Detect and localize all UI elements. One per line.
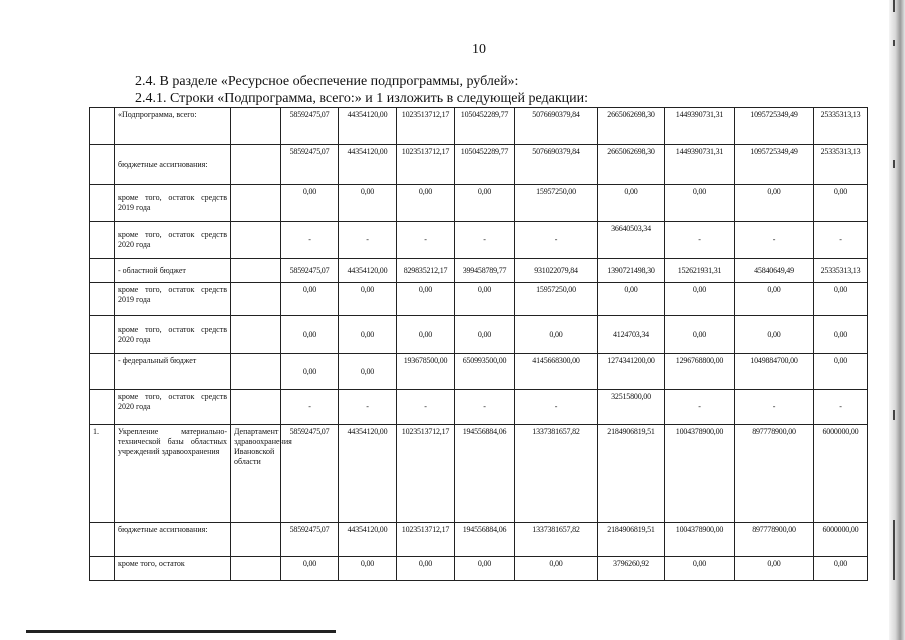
value-cell: 6000000,00	[814, 523, 868, 557]
value-cell: 0,00	[339, 354, 397, 390]
value-cell: 0,00	[281, 283, 339, 316]
table-row	[90, 108, 868, 145]
row-number-cell	[90, 185, 115, 222]
row-label: кроме того, остаток средств 2019 года	[115, 185, 231, 222]
row-number-cell	[90, 557, 115, 581]
value-cell: 0,00	[814, 354, 868, 390]
subsection-heading: 2.4.1. Строки «Подпрограмма, всего:» и 1 изложить в следующей редакции:	[135, 91, 589, 106]
value-cell: 0,00	[397, 283, 455, 316]
value-cell: 1050452289,77	[455, 108, 515, 145]
value-cell: 399458789,77	[455, 259, 515, 283]
value-cell: 36640503,34	[598, 222, 665, 259]
value-cell: 1337381657,82	[515, 425, 598, 523]
table-row	[90, 354, 868, 390]
executor-cell	[231, 108, 281, 145]
value-cell: 0,00	[339, 557, 397, 581]
table-row	[90, 145, 868, 185]
executor-cell: Департамент здравоохранения Ивановской области	[231, 425, 281, 523]
value-cell: -	[455, 390, 515, 425]
resource-table	[89, 107, 868, 581]
value-cell: -	[515, 222, 598, 259]
value-cell: 0,00	[397, 185, 455, 222]
value-cell: 58592475,07	[281, 145, 339, 185]
row-number-cell	[90, 390, 115, 425]
row-number-cell	[90, 145, 115, 185]
value-cell: -	[281, 222, 339, 259]
value-cell: 0,00	[455, 316, 515, 354]
value-cell: 58592475,07	[281, 523, 339, 557]
value-cell: 4145668300,00	[515, 354, 598, 390]
value-cell: 1023513712,17	[397, 425, 455, 523]
executor-cell	[231, 354, 281, 390]
value-cell: -	[735, 390, 814, 425]
value-cell: 0,00	[735, 316, 814, 354]
value-cell: 0,00	[665, 185, 735, 222]
value-cell: 58592475,07	[281, 259, 339, 283]
row-label: «Подпрограмма, всего:	[115, 108, 231, 145]
scan-edge-mark	[893, 40, 895, 46]
value-cell: 2665062698,30	[598, 145, 665, 185]
value-cell: 1390721498,30	[598, 259, 665, 283]
executor-cell	[231, 523, 281, 557]
value-cell: 0,00	[455, 185, 515, 222]
value-cell: 0,00	[397, 557, 455, 581]
value-cell: -	[339, 390, 397, 425]
value-cell: 194556884,06	[455, 523, 515, 557]
value-cell: 931022079,84	[515, 259, 598, 283]
value-cell: 650993500,00	[455, 354, 515, 390]
value-cell: 4124703,34	[598, 316, 665, 354]
value-cell: 32515800,00	[598, 390, 665, 425]
value-cell: 1095725349,49	[735, 145, 814, 185]
value-cell: -	[281, 390, 339, 425]
table-row	[90, 390, 868, 425]
table-row	[90, 316, 868, 354]
page-number: 10	[472, 42, 486, 57]
value-cell: 58592475,07	[281, 425, 339, 523]
value-cell: 1004378900,00	[665, 425, 735, 523]
value-cell: 1449390731,31	[665, 145, 735, 185]
value-cell: 2184906819,51	[598, 425, 665, 523]
value-cell: 25335313,13	[814, 259, 868, 283]
scan-page-edge	[889, 0, 905, 640]
scan-edge-rule	[26, 630, 336, 633]
value-cell: 2184906819,51	[598, 523, 665, 557]
table-row	[90, 283, 868, 316]
value-cell: 897778900,00	[735, 425, 814, 523]
value-cell: -	[397, 390, 455, 425]
value-cell: 0,00	[455, 283, 515, 316]
row-label: кроме того, остаток средств 2020 года	[115, 316, 231, 354]
row-label: кроме того, остаток	[115, 557, 231, 581]
value-cell: 1449390731,31	[665, 108, 735, 145]
value-cell: 0,00	[455, 557, 515, 581]
value-cell: 0,00	[735, 557, 814, 581]
value-cell: 15957250,00	[515, 283, 598, 316]
value-cell: -	[665, 390, 735, 425]
executor-cell	[231, 222, 281, 259]
row-number-cell	[90, 222, 115, 259]
row-label: - федеральный бюджет	[115, 354, 231, 390]
value-cell: 44354120,00	[339, 523, 397, 557]
scan-edge-mark	[893, 520, 895, 580]
value-cell: -	[515, 390, 598, 425]
value-cell: 45840649,49	[735, 259, 814, 283]
value-cell: 0,00	[281, 557, 339, 581]
row-number-cell	[90, 523, 115, 557]
row-number-cell	[90, 316, 115, 354]
value-cell: 25335313,13	[814, 145, 868, 185]
value-cell: 0,00	[665, 283, 735, 316]
value-cell: 44354120,00	[339, 108, 397, 145]
value-cell: 1023513712,17	[397, 108, 455, 145]
value-cell: 0,00	[281, 354, 339, 390]
value-cell: 0,00	[515, 557, 598, 581]
row-label: бюджетные ассигнования:	[115, 523, 231, 557]
value-cell: 194556884,06	[455, 425, 515, 523]
value-cell: 1274341200,00	[598, 354, 665, 390]
value-cell: 1296768800,00	[665, 354, 735, 390]
value-cell: 0,00	[598, 185, 665, 222]
table-row	[90, 557, 868, 581]
value-cell: 0,00	[339, 185, 397, 222]
value-cell: 0,00	[735, 185, 814, 222]
row-label: - областной бюджет	[115, 259, 231, 283]
value-cell: -	[735, 222, 814, 259]
value-cell: 1023513712,17	[397, 523, 455, 557]
value-cell: 1050452289,77	[455, 145, 515, 185]
value-cell: 58592475,07	[281, 108, 339, 145]
table-row	[90, 185, 868, 222]
value-cell: 5076690379,84	[515, 108, 598, 145]
row-number-cell	[90, 283, 115, 316]
value-cell: 0,00	[665, 316, 735, 354]
value-cell: 1337381657,82	[515, 523, 598, 557]
value-cell: 0,00	[814, 283, 868, 316]
executor-cell	[231, 145, 281, 185]
scan-edge-mark	[893, 0, 895, 12]
value-cell: 5076690379,84	[515, 145, 598, 185]
value-cell: 0,00	[814, 316, 868, 354]
value-cell: 6000000,00	[814, 425, 868, 523]
row-label: кроме того, остаток средств 2019 года	[115, 283, 231, 316]
value-cell: 0,00	[281, 185, 339, 222]
row-number-cell	[90, 354, 115, 390]
value-cell: 0,00	[397, 316, 455, 354]
value-cell: 44354120,00	[339, 259, 397, 283]
value-cell: 1095725349,49	[735, 108, 814, 145]
value-cell: -	[455, 222, 515, 259]
executor-cell	[231, 259, 281, 283]
row-number-cell	[90, 259, 115, 283]
scan-edge-mark	[893, 410, 895, 420]
row-label: бюджетные ассигнования:	[115, 145, 231, 185]
value-cell: -	[665, 222, 735, 259]
value-cell: 0,00	[515, 316, 598, 354]
scan-edge-mark	[893, 160, 895, 168]
executor-cell	[231, 283, 281, 316]
row-label: кроме того, остаток средств 2020 года	[115, 390, 231, 425]
executor-cell	[231, 185, 281, 222]
value-cell: 1049884700,00	[735, 354, 814, 390]
table-row	[90, 259, 868, 283]
value-cell: 25335313,13	[814, 108, 868, 145]
executor-cell	[231, 557, 281, 581]
value-cell: 3796260,92	[598, 557, 665, 581]
value-cell: 193678500,00	[397, 354, 455, 390]
value-cell: 15957250,00	[515, 185, 598, 222]
table-row	[90, 222, 868, 259]
value-cell: 152621931,31	[665, 259, 735, 283]
table-row	[90, 425, 868, 523]
row-number-cell	[90, 108, 115, 145]
value-cell: 897778900,00	[735, 523, 814, 557]
value-cell: -	[339, 222, 397, 259]
value-cell: 0,00	[814, 557, 868, 581]
value-cell: 0,00	[665, 557, 735, 581]
value-cell: -	[814, 390, 868, 425]
row-label: Укрепление материально-технической базы областных учреждений здравоохранения	[115, 425, 231, 523]
executor-cell	[231, 390, 281, 425]
value-cell: 0,00	[339, 283, 397, 316]
value-cell: 1023513712,17	[397, 145, 455, 185]
section-heading: 2.4. В разделе «Ресурсное обеспечение подпрограммы, рублей»:	[135, 74, 519, 89]
value-cell: 44354120,00	[339, 425, 397, 523]
row-number-cell: 1.	[90, 425, 115, 523]
value-cell: 829835212,17	[397, 259, 455, 283]
value-cell: 0,00	[814, 185, 868, 222]
value-cell: 0,00	[598, 283, 665, 316]
value-cell: 1004378900,00	[665, 523, 735, 557]
value-cell: 0,00	[339, 316, 397, 354]
value-cell: -	[397, 222, 455, 259]
row-label: кроме того, остаток средств 2020 года	[115, 222, 231, 259]
value-cell: 2665062698,30	[598, 108, 665, 145]
value-cell: 0,00	[735, 283, 814, 316]
executor-cell	[231, 316, 281, 354]
value-cell: 44354120,00	[339, 145, 397, 185]
value-cell: 0,00	[281, 316, 339, 354]
value-cell: -	[814, 222, 868, 259]
table-row	[90, 523, 868, 557]
